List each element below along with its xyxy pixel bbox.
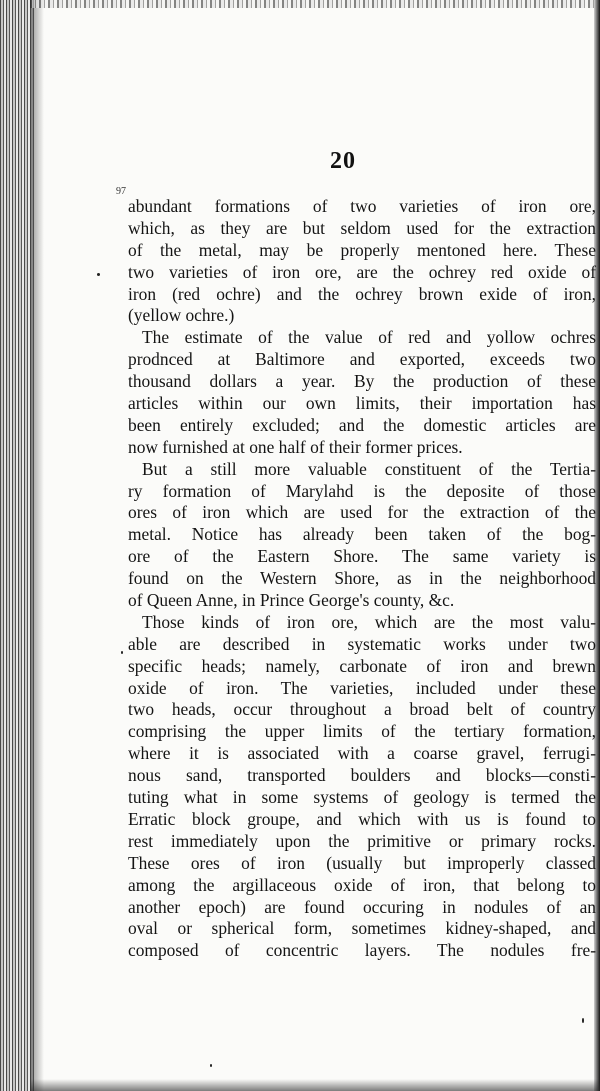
text-line: nous sand, transported boulders and blocks—consti- [128, 765, 596, 786]
paragraph-start: Those kinds of iron ore, which are the most valu- [142, 611, 596, 632]
text-line: two heads, occur throughout a broad belt of country [128, 699, 596, 720]
text-line: rest immediately upon the primitive or primary rocks. [128, 830, 596, 851]
text-line: ores of iron which are used for the extraction of the [128, 502, 596, 523]
text-line: which, as they are but seldom used for the extraction [128, 217, 596, 238]
text-line: been entirely excluded; and the domestic articles are [128, 414, 596, 435]
text-line: found on the Western Shore, as in the neighborhood [128, 568, 596, 589]
text-line: two varieties of iron ore, are the ochrey red oxide of [128, 261, 596, 282]
text-line: iron (red ochre) and the ochrey brown exide of iron, [128, 283, 596, 304]
bottom-edge [30, 1079, 600, 1091]
paragraph-start: But a still more valuable constituent of the Tertia- [142, 458, 596, 479]
text-line: of the metal, may be properly mentoned here. These [128, 239, 596, 260]
body-text [128, 196, 596, 962]
scan-speck [210, 1064, 212, 1067]
text-line: tuting what in some systems of geology is termed the [128, 787, 596, 808]
text-line: comprising the upper limits of the tertiary formation, [128, 721, 596, 742]
text-line: metal. Notice has already been taken of the bog- [128, 524, 596, 545]
page-number: 20 [330, 148, 356, 174]
text-line: among the argillaceous oxide of iron, that belong to [128, 874, 596, 895]
top-edge [30, 0, 600, 8]
text-line: ry formation of Marylahd is the deposite of those [128, 480, 596, 501]
text-line: oxide of iron. The varieties, included under these [128, 677, 596, 698]
scan-speck [97, 273, 100, 276]
text-line: Erratic block groupe, and which with us is found to [128, 808, 596, 829]
text-line: abundant formations of two varieties of iron ore, [128, 196, 596, 216]
binding-shadow [30, 0, 44, 1091]
text-line: composed of concentric layers. The nodules fre- [128, 940, 596, 961]
text-line: articles within our own limits, their importation has [128, 393, 596, 414]
scan-speck [582, 1018, 584, 1023]
text-line: ore of the Eastern Shore. The same variety is [128, 546, 596, 567]
text-line: of Queen Anne, in Prince George's county, &c. [128, 590, 455, 611]
text-line: another epoch) are found occuring in nodules of an [128, 896, 596, 917]
paragraph-start: The estimate of the value of red and yollow ochres [142, 327, 596, 348]
binding-edge [0, 0, 34, 1091]
text-line: (yellow ochre.) [128, 305, 235, 326]
margin-mark: 97 [116, 186, 126, 197]
text-line: specific heads; namely, carbonate of iron and brewn [128, 655, 596, 676]
text-line: where it is associated with a coarse gravel, ferrugi- [128, 743, 596, 764]
scan-speck [121, 651, 123, 654]
text-line: thousand dollars a year. By the production of these [128, 371, 596, 392]
text-line: able are described in systematic works under two [128, 633, 596, 654]
text-line: prodnced at Baltimore and exported, exceeds two [128, 349, 596, 370]
text-line: now furnished at one half of their former prices. [128, 436, 463, 457]
text-line: oval or spherical form, sometimes kidney-shaped, and [128, 918, 596, 939]
text-line: These ores of iron (usually but improperly classed [128, 852, 596, 873]
